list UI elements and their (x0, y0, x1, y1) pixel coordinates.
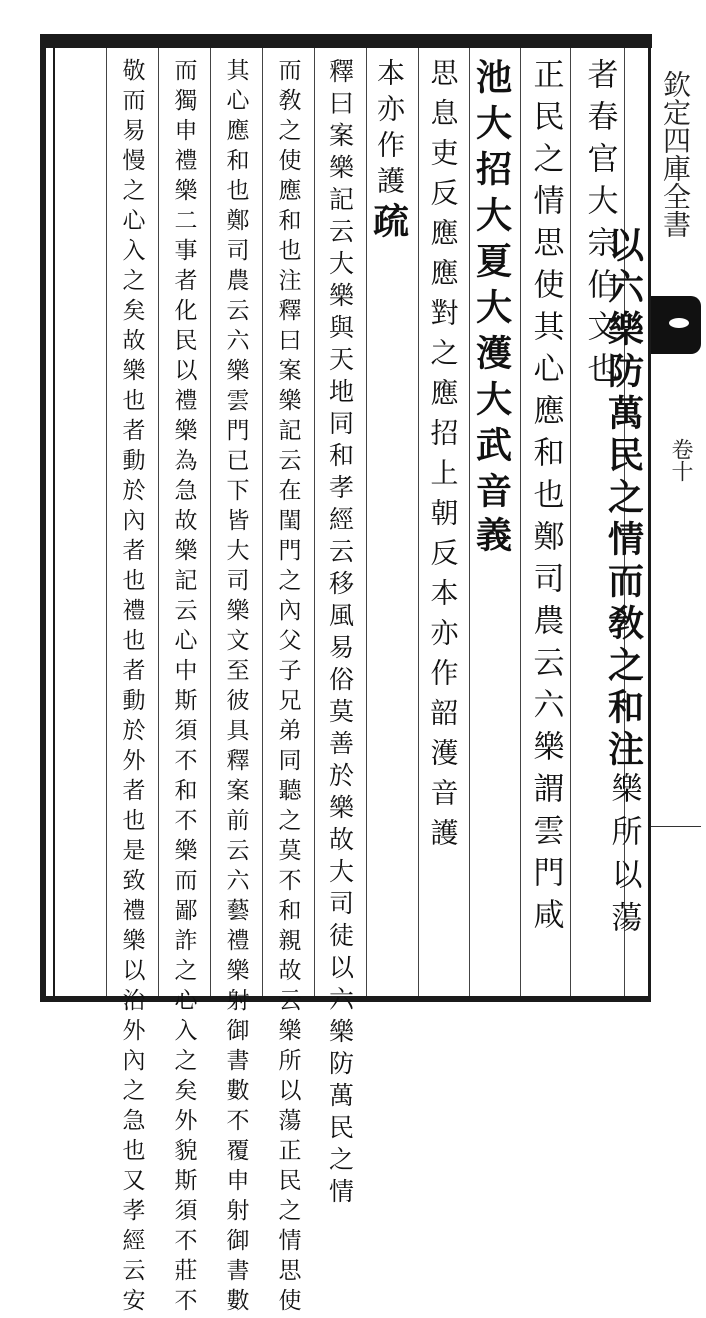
text-column-5 (318, 58, 418, 1210)
column-rule (262, 48, 263, 996)
commentary-text: 而獨申禮樂二事者化民以禮樂為急故樂記云心中斯須不和不樂而鄙詐之心入之矣外貌斯須不莊不 (170, 58, 197, 1318)
margin-divider (651, 826, 701, 827)
text-line: 者春官大宗伯文也 (581, 58, 618, 394)
note-text: 正民之情思使其心應和也鄭司農云六樂謂雲門咸 (527, 58, 564, 940)
border-top (40, 34, 652, 48)
border-left-outer (40, 34, 46, 1002)
column-rule (158, 48, 159, 996)
commentary-text: 其心應和也鄭司農云六樂雲門已下皆大司樂文至彼具釋案前云六藝禮樂射御書數不覆申射御書數 (222, 58, 249, 1318)
annotation-marker: 音義 (470, 472, 513, 560)
commentary-marker: 疏 (367, 202, 410, 244)
commentary-text: 敬而易慢之心入之矣故樂也者動於內者也禮也者動於外者也是致禮樂以治外內之急也又孝經云安 (118, 58, 145, 1318)
text-column-9 (110, 58, 154, 1318)
volume-label: 卷十 (668, 438, 693, 482)
column-rule (570, 48, 571, 996)
column-rule (520, 48, 521, 996)
column-rule (314, 48, 315, 996)
commentary-text: 釋曰案樂記云大樂與天地同和孝經云移風易俗莫善於樂故大司徒以六樂防萬民之情 (325, 58, 355, 1210)
text-column-4 (424, 58, 516, 858)
text-column-3 (524, 58, 568, 940)
note-text: 思息吏反應應對之應招上朝反本亦作韶濩音護 (426, 58, 460, 858)
main-text: 以六樂防萬民之情而敎之和 (602, 226, 645, 730)
fishtail-ornament (669, 318, 689, 328)
note-text: 樂所以蕩 (605, 772, 642, 944)
column-rule (106, 48, 107, 996)
column-rule (210, 48, 211, 996)
border-left-inner (53, 48, 55, 1000)
main-text: 池大招大夏大濩大武 (470, 58, 513, 472)
text-column-6 (266, 58, 310, 1318)
text-column-7 (214, 58, 258, 1318)
text-column-8 (162, 58, 206, 1318)
text-column-2 (594, 226, 654, 944)
column-rule (418, 48, 419, 996)
commentary-text: 而敎之使應和也注釋曰案樂記云在閨門之內父子兄弟同聽之莫不和親故云樂所以蕩正民之情思使 (274, 58, 301, 1318)
annotation-marker: 注 (602, 730, 645, 772)
note-text: 本亦作護 (373, 58, 406, 202)
book-title: 欽定四庫全書 (659, 70, 692, 238)
